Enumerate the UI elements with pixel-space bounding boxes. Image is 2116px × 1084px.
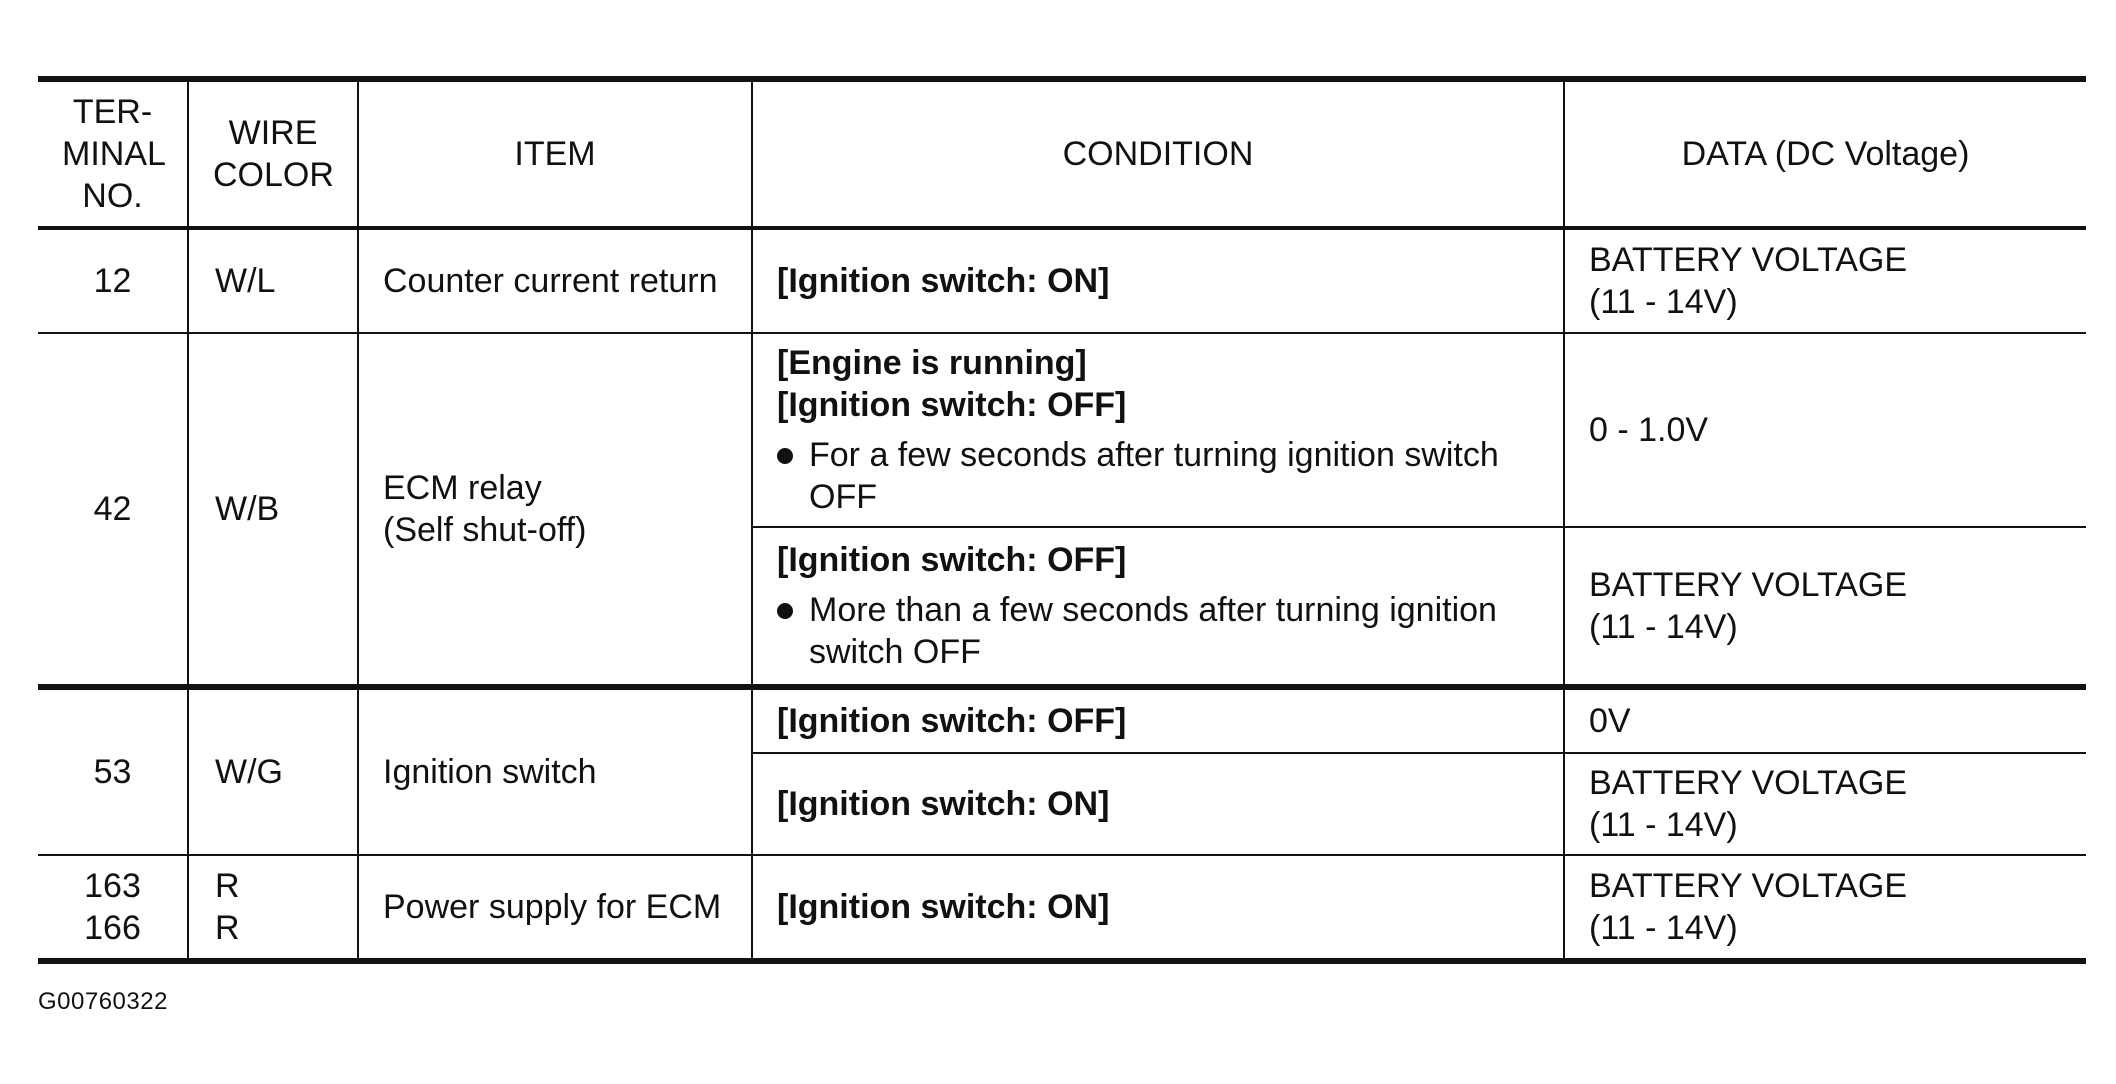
condition: [Ignition switch: ON]: [752, 228, 1564, 333]
terminal-no: 163 166: [38, 855, 188, 961]
header-terminal-no: TER- MINAL NO.: [38, 79, 188, 228]
table-row: [38, 687, 2086, 753]
bullet-dot-icon: [777, 448, 793, 464]
header-row: [38, 79, 2086, 228]
condition: [Ignition switch: ON]: [752, 753, 1564, 855]
table-row: [38, 228, 2086, 333]
data-value: BATTERY VOLTAGE (11 - 14V): [1564, 855, 2086, 961]
header-data: DATA (DC Voltage): [1564, 79, 2086, 228]
item: Ignition switch: [358, 687, 752, 855]
data-value: BATTERY VOLTAGE (11 - 14V): [1564, 527, 2086, 687]
condition: [Ignition switch: OFF] More than a few seconds after turning ignition switch OFF: [752, 527, 1564, 687]
wire-color: R R: [188, 855, 358, 961]
data-value: 0V: [1564, 687, 2086, 753]
item: Power supply for ECM: [358, 855, 752, 961]
condition: [Engine is running] [Ignition switch: OFF] For a few seconds after turning ignition switch OFF: [752, 333, 1564, 527]
terminal-no: 12: [38, 228, 188, 333]
condition: [Ignition switch: ON]: [752, 855, 1564, 961]
terminal-data-sheet: [38, 76, 2086, 964]
bullet-dot-icon: [777, 603, 793, 619]
figure-code: G00760322: [38, 988, 168, 1015]
header-wire-color: WIRE COLOR: [188, 79, 358, 228]
data-value: 0 - 1.0V: [1564, 333, 2086, 527]
header-condition: CONDITION: [752, 79, 1564, 228]
condition: [Ignition switch: OFF]: [752, 687, 1564, 753]
item: ECM relay (Self shut-off): [358, 333, 752, 687]
item: Counter current return: [358, 228, 752, 333]
condition-bullet: For a few seconds after turning ignition switch OFF: [777, 434, 1539, 518]
data-value: BATTERY VOLTAGE (11 - 14V): [1564, 753, 2086, 855]
data-value: BATTERY VOLTAGE (11 - 14V): [1564, 228, 2086, 333]
header-item: ITEM: [358, 79, 752, 228]
ecm-terminal-table: [38, 76, 2086, 964]
terminal-no: 42: [38, 333, 188, 687]
table-row: [38, 855, 2086, 961]
terminal-no: 53: [38, 687, 188, 855]
table-row: [38, 333, 2086, 527]
wire-color: W/G: [188, 687, 358, 855]
wire-color: W/L: [188, 228, 358, 333]
condition-bullet: More than a few seconds after turning ignition switch OFF: [777, 589, 1539, 673]
wire-color: W/B: [188, 333, 358, 687]
